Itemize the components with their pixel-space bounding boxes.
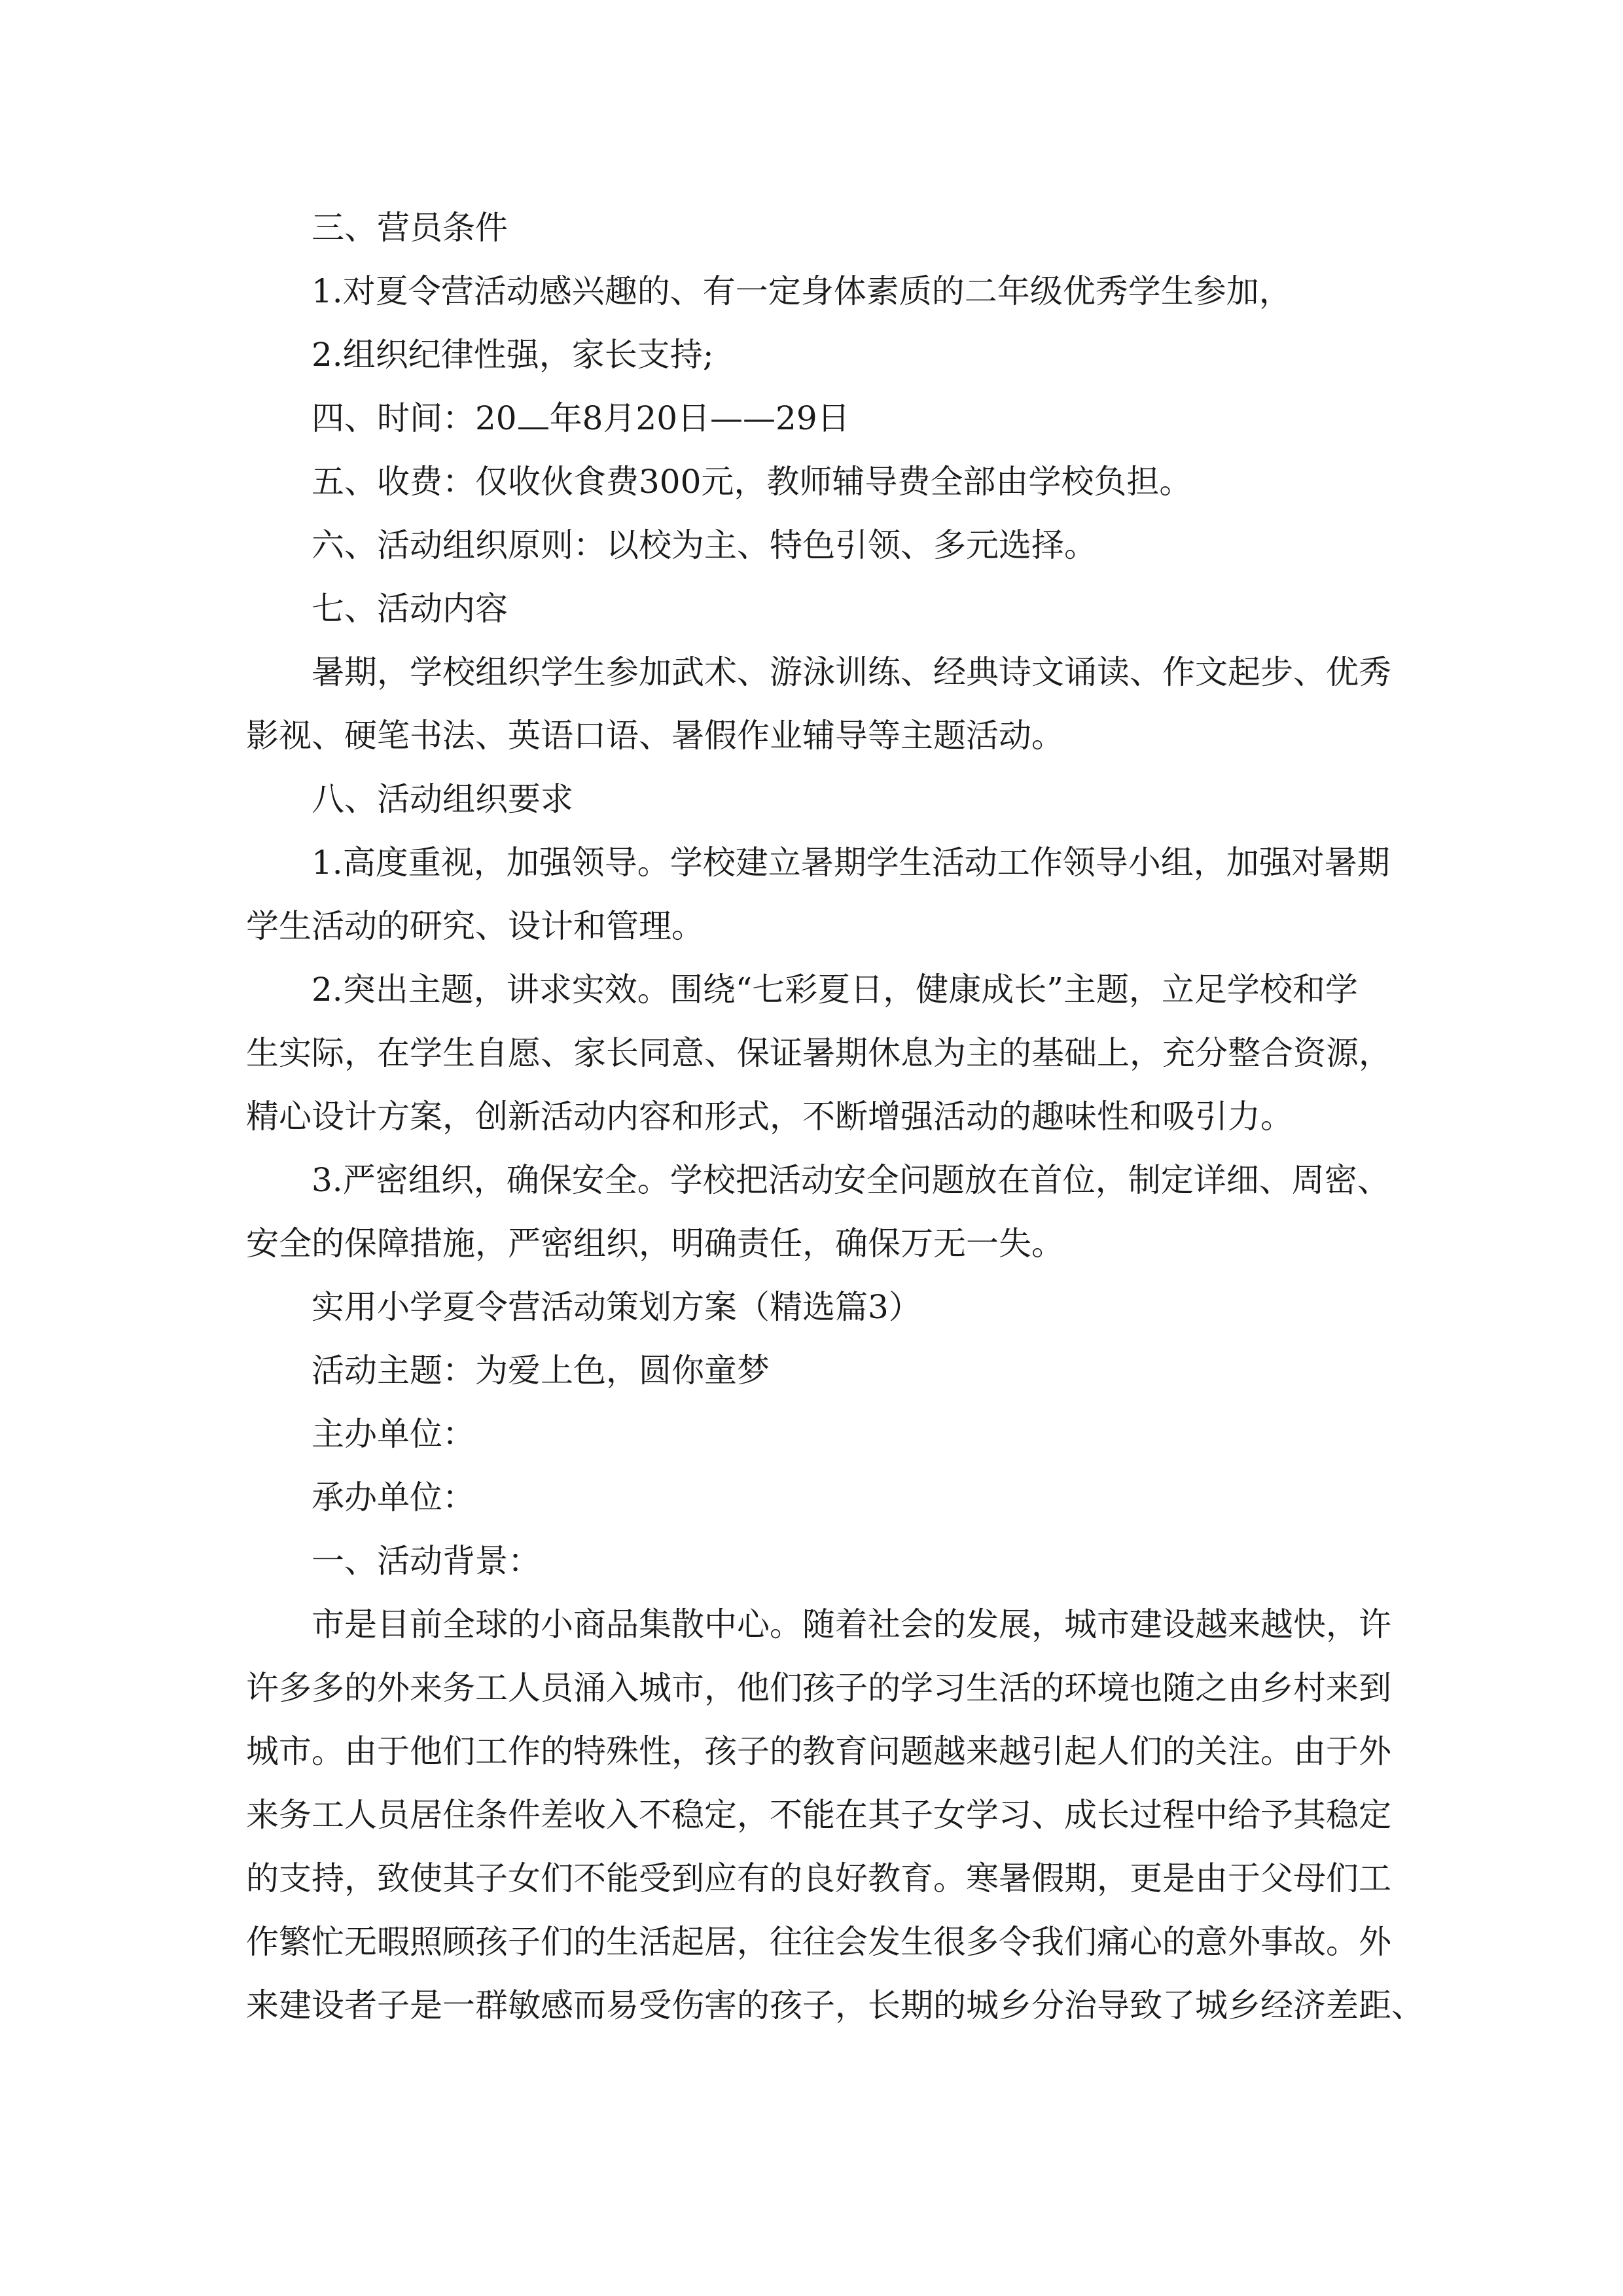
paragraph-line	[246, 1657, 1398, 1720]
paragraph-line	[246, 1085, 1398, 1149]
paragraph-line	[246, 704, 1398, 768]
paragraph-line	[246, 577, 1398, 641]
paragraph-line	[246, 514, 1398, 577]
paragraph-line	[246, 1149, 1398, 1212]
line-text: 学生活动的研究、设计和管理。	[246, 907, 704, 945]
line-text: 市是目前全球的小商品集散中心。随着社会的发展，城市建设越来越快，许	[312, 1605, 1391, 1643]
line-text: 八、活动组织要求	[312, 780, 573, 818]
paragraph-line	[246, 768, 1398, 831]
paragraph-line	[246, 895, 1398, 958]
line-text: 1.高度重视，加强领导。学校建立暑期学生活动工作领导小组，加强对暑期	[312, 844, 1390, 882]
line-text-before-blank: 四、时间：20	[312, 399, 517, 437]
line-text: 来务工人员居住条件差收入不稳定，不能在其子女学习、成长过程中给予其稳定	[246, 1796, 1391, 1834]
line-text: 2.组织纪律性强，家长支持;	[312, 336, 714, 374]
paragraph-line	[246, 1212, 1398, 1276]
paragraph-line	[246, 1974, 1424, 2037]
line-text-after-blank: 年8月20日——29日	[549, 399, 850, 437]
paragraph-line	[246, 1910, 1398, 1974]
line-text: 一、活动背景：	[312, 1542, 541, 1580]
line-text: 作繁忙无暇照顾孩子们的生活起居，往往会发生很多令我们痛心的意外事故。外	[246, 1923, 1391, 1961]
line-text: 许多多的外来务工人员涌入城市，他们孩子的学习生活的环境也随之由乡村来到	[246, 1669, 1391, 1707]
line-text: 生实际，在学生自愿、家长同意、保证暑期休息为主的基础上，充分整合资源，	[246, 1034, 1391, 1072]
paragraph-line	[246, 1593, 1398, 1657]
line-text: 五、收费：仅收伙食费300元，教师辅导费全部由学校负担。	[312, 463, 1192, 501]
line-text: 精心设计方案，创新活动内容和形式，不断增强活动的趣味性和吸引力。	[246, 1098, 1293, 1136]
paragraph-line	[246, 1466, 1398, 1530]
paragraph-line	[246, 323, 1398, 387]
fill-in-blank	[518, 399, 548, 429]
paragraph-line	[246, 196, 1398, 260]
line-text: 活动主题：为爱上色，圆你童梦	[312, 1352, 770, 1390]
paragraph-line	[246, 1720, 1398, 1784]
line-text: 城市。由于他们工作的特殊性，孩子的教育问题越来越引起人们的关注。由于外	[246, 1732, 1391, 1770]
line-text: 暑期，学校组织学生参加武术、游泳训练、经典诗文诵读、作文起步、优秀	[312, 653, 1391, 691]
line-text: 三、营员条件	[312, 209, 508, 247]
document-body	[246, 196, 1424, 2037]
paragraph-line	[246, 1022, 1398, 1085]
paragraph-line	[246, 1530, 1398, 1593]
paragraph-line	[246, 831, 1398, 895]
paragraph-line	[246, 1339, 1398, 1403]
line-text: 主办单位：	[312, 1415, 475, 1453]
line-text: 实用小学夏令营活动策划方案（精选篇3）	[312, 1288, 921, 1326]
line-text: 七、活动内容	[312, 590, 508, 628]
line-text: 承办单位：	[312, 1479, 475, 1516]
paragraph-line	[246, 641, 1398, 704]
line-text: 的支持，致使其子女们不能受到应有的良好教育。寒暑假期，更是由于父母们工	[246, 1859, 1391, 1897]
line-text: 影视、硬笔书法、英语口语、暑假作业辅导等主题活动。	[246, 717, 1064, 755]
line-text: 2.突出主题，讲求实效。围绕“七彩夏日，健康成长”主题，立足学校和学	[312, 971, 1358, 1009]
paragraph-line	[246, 387, 1398, 450]
paragraph-line	[246, 1847, 1398, 1910]
paragraph-line	[246, 1403, 1398, 1466]
line-text: 安全的保障措施，严密组织，明确责任，确保万无一失。	[246, 1225, 1064, 1263]
line-text: 六、活动组织原则：以校为主、特色引领、多元选择。	[312, 526, 1097, 564]
line-text: 来建设者子是一群敏感而易受伤害的孩子，长期的城乡分治导致了城乡经济差距、	[246, 1986, 1424, 2024]
line-text: 3.严密组织，确保安全。学校把活动安全问题放在首位，制定详细、周密、	[312, 1161, 1390, 1199]
line-text: 1.对夏令营活动感兴趣的、有一定身体素质的二年级优秀学生参加，	[312, 272, 1292, 310]
paragraph-line	[246, 450, 1398, 514]
paragraph-line	[246, 1276, 1398, 1339]
paragraph-line	[246, 1784, 1398, 1847]
paragraph-line	[246, 260, 1398, 323]
paragraph-line	[246, 958, 1398, 1022]
